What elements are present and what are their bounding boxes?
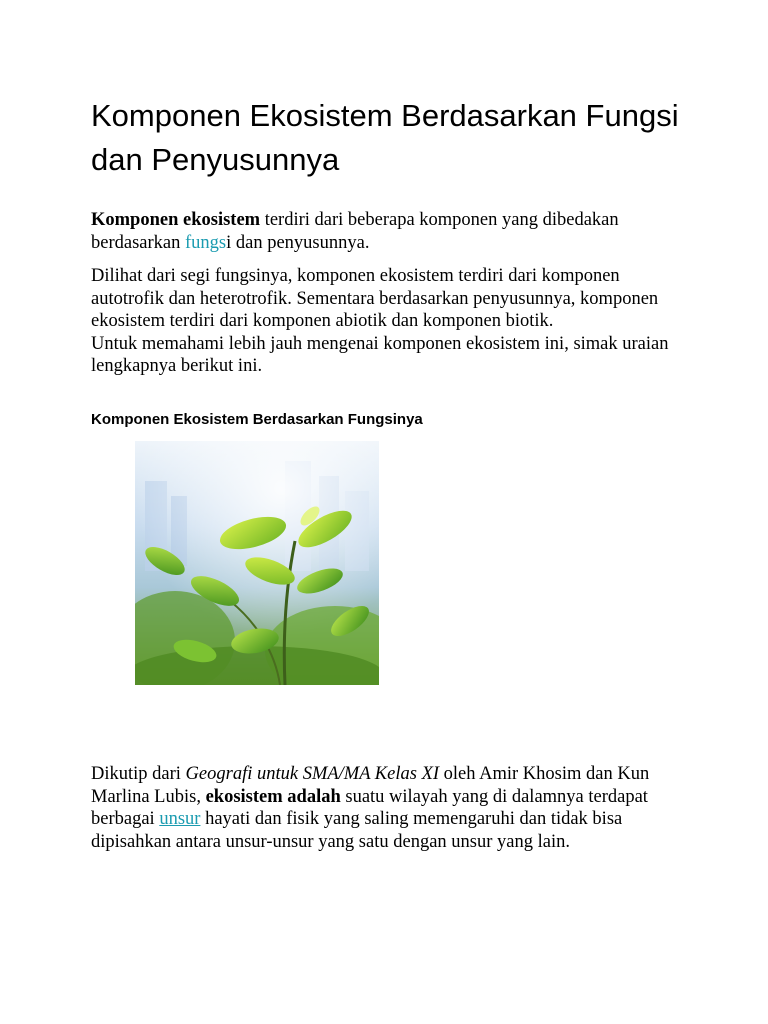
section-heading: Komponen Ekosistem Berdasarkan Fungsinya — [91, 411, 423, 428]
page-title: Komponen Ekosistem Berdasarkan Fungsi dan Penyusunnya — [91, 98, 679, 177]
para3-text-4: hayati dan fisik yang saling memengaruhi dan tidak bisa dipisahkan antara unsur-unsur yang satu dengan unsur yang lain. — [91, 809, 623, 852]
plant-image — [135, 441, 379, 685]
definition-paragraph — [91, 763, 691, 853]
unsur-link[interactable]: unsur — [159, 809, 201, 829]
intro-paragraph — [91, 209, 691, 254]
para3-text-3: suatu wilayah yang di dalamnya terdapat berbagai — [91, 786, 648, 829]
intro-text-1: terdiri dari beberapa komponen yang dibedakan berdasarkan — [91, 210, 619, 253]
fungsi-link[interactable]: fungs — [185, 232, 227, 253]
paragraph-line-1: Dilihat dari segi fungsinya, komponen ekosistem terdiri dari komponen autotrofik dan heterotrofik. Sementara berdasarkan penyusunnya, komponen ekosistem terdiri dari komponen abiotik dan komponen biotik. — [91, 266, 659, 331]
definition-bold-term: ekosistem adalah — [205, 786, 341, 807]
book-title: Geografi untuk SMA/MA Kelas XI — [185, 764, 440, 784]
intro-text-2: i dan penyusunnya. — [226, 232, 370, 253]
para3-text-2: oleh Amir Khosim dan Kun Marlina Lubis, — [91, 764, 650, 807]
paragraph-line-2: Untuk memahami lebih jauh mengenai komponen ekosistem ini, simak uraian lengkapnya berikut ini. — [91, 333, 669, 376]
function-composition-paragraph — [91, 265, 691, 378]
intro-bold-term: Komponen ekosistem — [91, 210, 261, 230]
para3-text-1: Dikutip dari — [91, 764, 186, 784]
plant-photo — [135, 441, 379, 685]
